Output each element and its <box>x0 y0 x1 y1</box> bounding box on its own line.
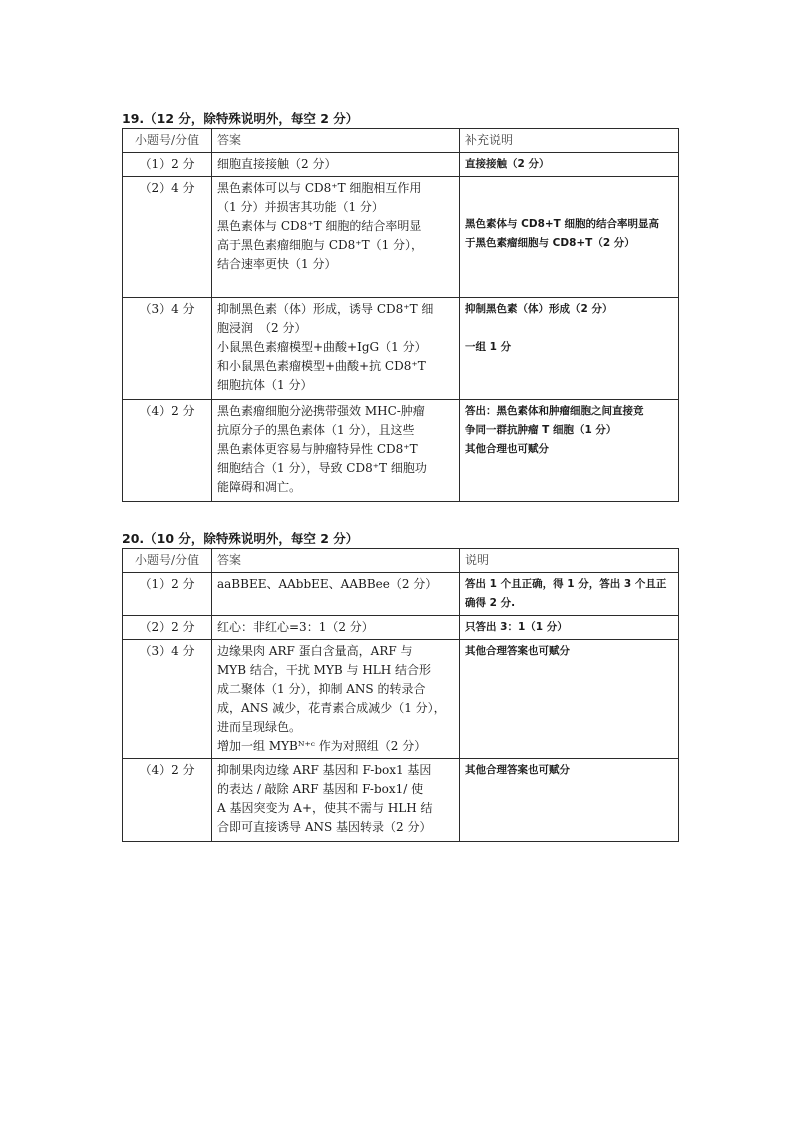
question-20-title: 20.（10 分，除特殊说明外，每空 2 分） <box>122 531 359 546</box>
question-19-title: 19.（12 分，除特殊说明外，每空 2 分） <box>122 111 359 126</box>
row-answer: 抑制果肉边缘 ARF 基因和 F-box1 基因 的表达 / 敲除 ARF 基因和 F-box1/ 使 A 基因突变为 A+，使其不需与 HLH 结 合即可直接诱导 ANS 基因转录（2 分） <box>212 759 460 842</box>
table-row <box>123 177 679 298</box>
row-note: 答出：黑色素体和肿瘤细胞之间直接竞 争同一群抗肿瘤 T 细胞（1 分） 其他合理也可赋分 <box>460 400 679 502</box>
row-answer: 黑色素瘤细胞分泌携带强效 MHC-肿瘤 抗原分子的黑色素体（1 分），且这些 黑色素体更容易与肿瘤特异性 CD8⁺T 细胞结合（1 分），导致 CD8⁺T 细胞功 能障碍和凋亡。 <box>212 400 460 502</box>
row-note: 抑制黑色素（体）形成（2 分） 一组 1 分 <box>460 298 679 400</box>
table-row <box>123 400 679 502</box>
row-answer: 细胞直接接触（2 分） <box>212 153 460 177</box>
row-number: （1）2 分 <box>123 573 212 616</box>
table-header-row <box>123 129 679 153</box>
row-number: （4）2 分 <box>123 400 212 502</box>
row-number: （2）2 分 <box>123 616 212 640</box>
row-note: 只答出 3：1（1 分） <box>460 616 679 640</box>
table-header-row <box>123 549 679 573</box>
row-answer: 红心：非红心=3：1（2 分） <box>212 616 460 640</box>
header-number: 小题号/分值 <box>123 129 212 153</box>
question-19-section <box>122 110 678 502</box>
row-number: （3）4 分 <box>123 640 212 759</box>
header-answer: 答案 <box>212 129 460 153</box>
row-note: 其他合理答案也可赋分 <box>460 759 679 842</box>
row-number: （2）4 分 <box>123 177 212 298</box>
table-row <box>123 616 679 640</box>
row-note: 黑色素体与 CD8+T 细胞的结合率明显高 于黑色素瘤细胞与 CD8+T（2 分） <box>460 177 679 298</box>
header-note: 补充说明 <box>460 129 679 153</box>
row-number: （1）2 分 <box>123 153 212 177</box>
table-row <box>123 640 679 759</box>
question-20-section <box>122 530 678 842</box>
header-note: 说明 <box>460 549 679 573</box>
row-note: 直接接触（2 分） <box>460 153 679 177</box>
table-row <box>123 298 679 400</box>
table-row <box>123 759 679 842</box>
row-note: 答出 1 个且正确，得 1 分，答出 3 个且正 确得 2 分. <box>460 573 679 616</box>
table-row <box>123 573 679 616</box>
row-number: （4）2 分 <box>123 759 212 842</box>
question-20-table <box>122 548 679 842</box>
header-number: 小题号/分值 <box>123 549 212 573</box>
question-19-table <box>122 128 679 502</box>
row-answer: 黑色素体可以与 CD8⁺T 细胞相互作用 （1 分）并损害其功能（1 分） 黑色素体与 CD8⁺T 细胞的结合率明显 高于黑色素瘤细胞与 CD8⁺T（1 分）， 结合速率更快（1 分） <box>212 177 460 298</box>
table-row <box>123 153 679 177</box>
row-note: 其他合理答案也可赋分 <box>460 640 679 759</box>
header-answer: 答案 <box>212 549 460 573</box>
row-number: （3）4 分 <box>123 298 212 400</box>
row-answer: 抑制黑色素（体）形成，诱导 CD8⁺T 细 胞浸润 （2 分） 小鼠黑色素瘤模型+曲酸+IgG（1 分） 和小鼠黑色素瘤模型+曲酸+抗 CD8⁺T 细胞抗体（1 分） <box>212 298 460 400</box>
row-answer: 边缘果肉 ARF 蛋白含量高，ARF 与 MYB 结合，干扰 MYB 与 HLH 结合形 成二聚体（1 分），抑制 ANS 的转录合 成，ANS 减少，花青素合成减少（1 分）， 进而呈现绿色。 增加一组 MYBᴺ⁺ᶜ 作为对照组（2 分） <box>212 640 460 759</box>
row-answer: aaBBEE、AAbbEE、AABBee（2 分） <box>212 573 460 616</box>
